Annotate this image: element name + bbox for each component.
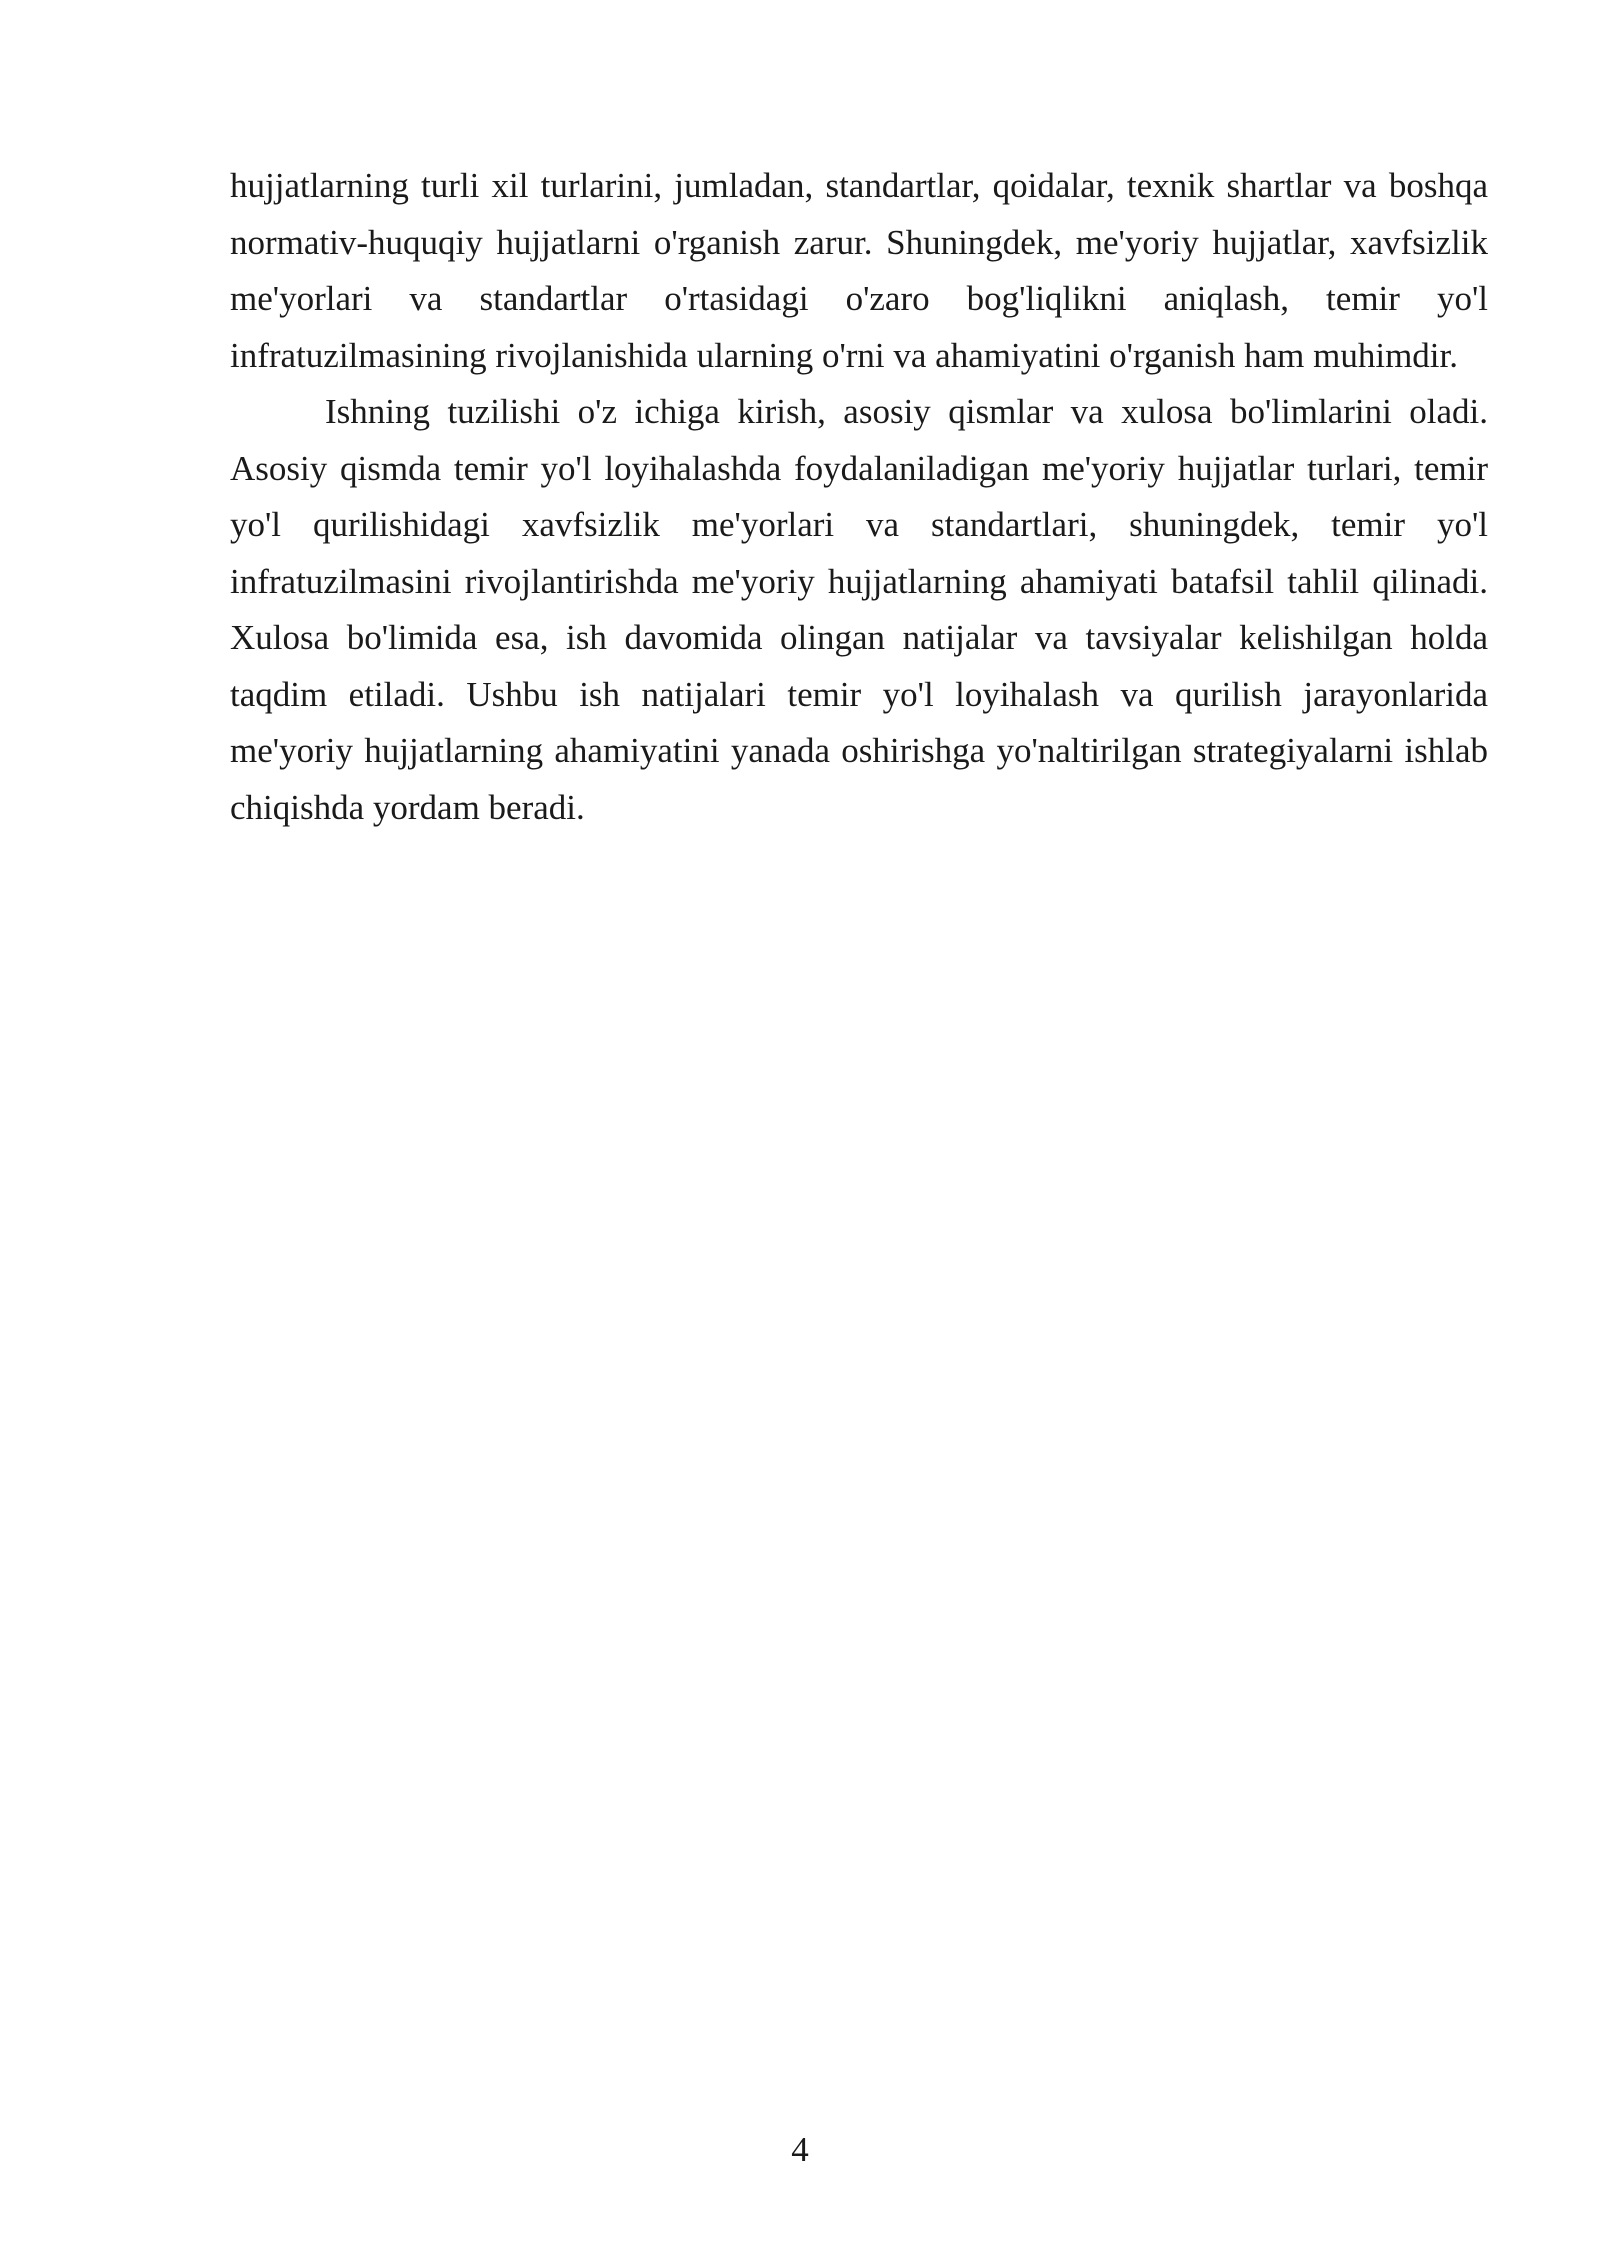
paragraph-continuation: hujjatlarning turli xil turlarini, jumladan, standartlar, qoidalar, texnik shartlar va boshqa normativ-huquqiy hujjatlarni o'rganish zarur. Shuningdek, me'yoriy hujjatlar, xavfsizlik me'yorlari va standartlar o'rtasidagi o'zaro bog'liqlikni aniqlash, temir yo'l infratuzilmasining rivojlanishida ularning o'rni va ahamiyatini o'rganish ham muhimdir. (230, 166, 1488, 375)
body-text (230, 158, 1488, 836)
paragraph-structure: Ishning tuzilishi o'z ichiga kirish, asosiy qismlar va xulosa bo'limlarini oladi. Asosiy qismda temir yo'l loyihalashda foydalaniladigan me'yoriy hujjatlar turlari, temir yo'l qurilishidagi xavfsizlik me'yorlari va standartlari, shuningdek, temir yo'l infratuzilmasini rivojlantirishda me'yoriy hujjatlarning ahamiyati batafsil tahlil qilinadi. Xulosa bo'limida esa, ish davomida olingan natijalar va tavsiyalar kelishilgan holda taqdim etiladi. Ushbu ish natijalari temir yo'l loyihalash va qurilish jarayonlarida me'yoriy hujjatlarning ahamiyatini yanada oshirishga yo'naltirilgan strategiyalarni ishlab chiqishda yordam beradi. (230, 392, 1488, 827)
page-number: 4 (791, 2130, 809, 2169)
